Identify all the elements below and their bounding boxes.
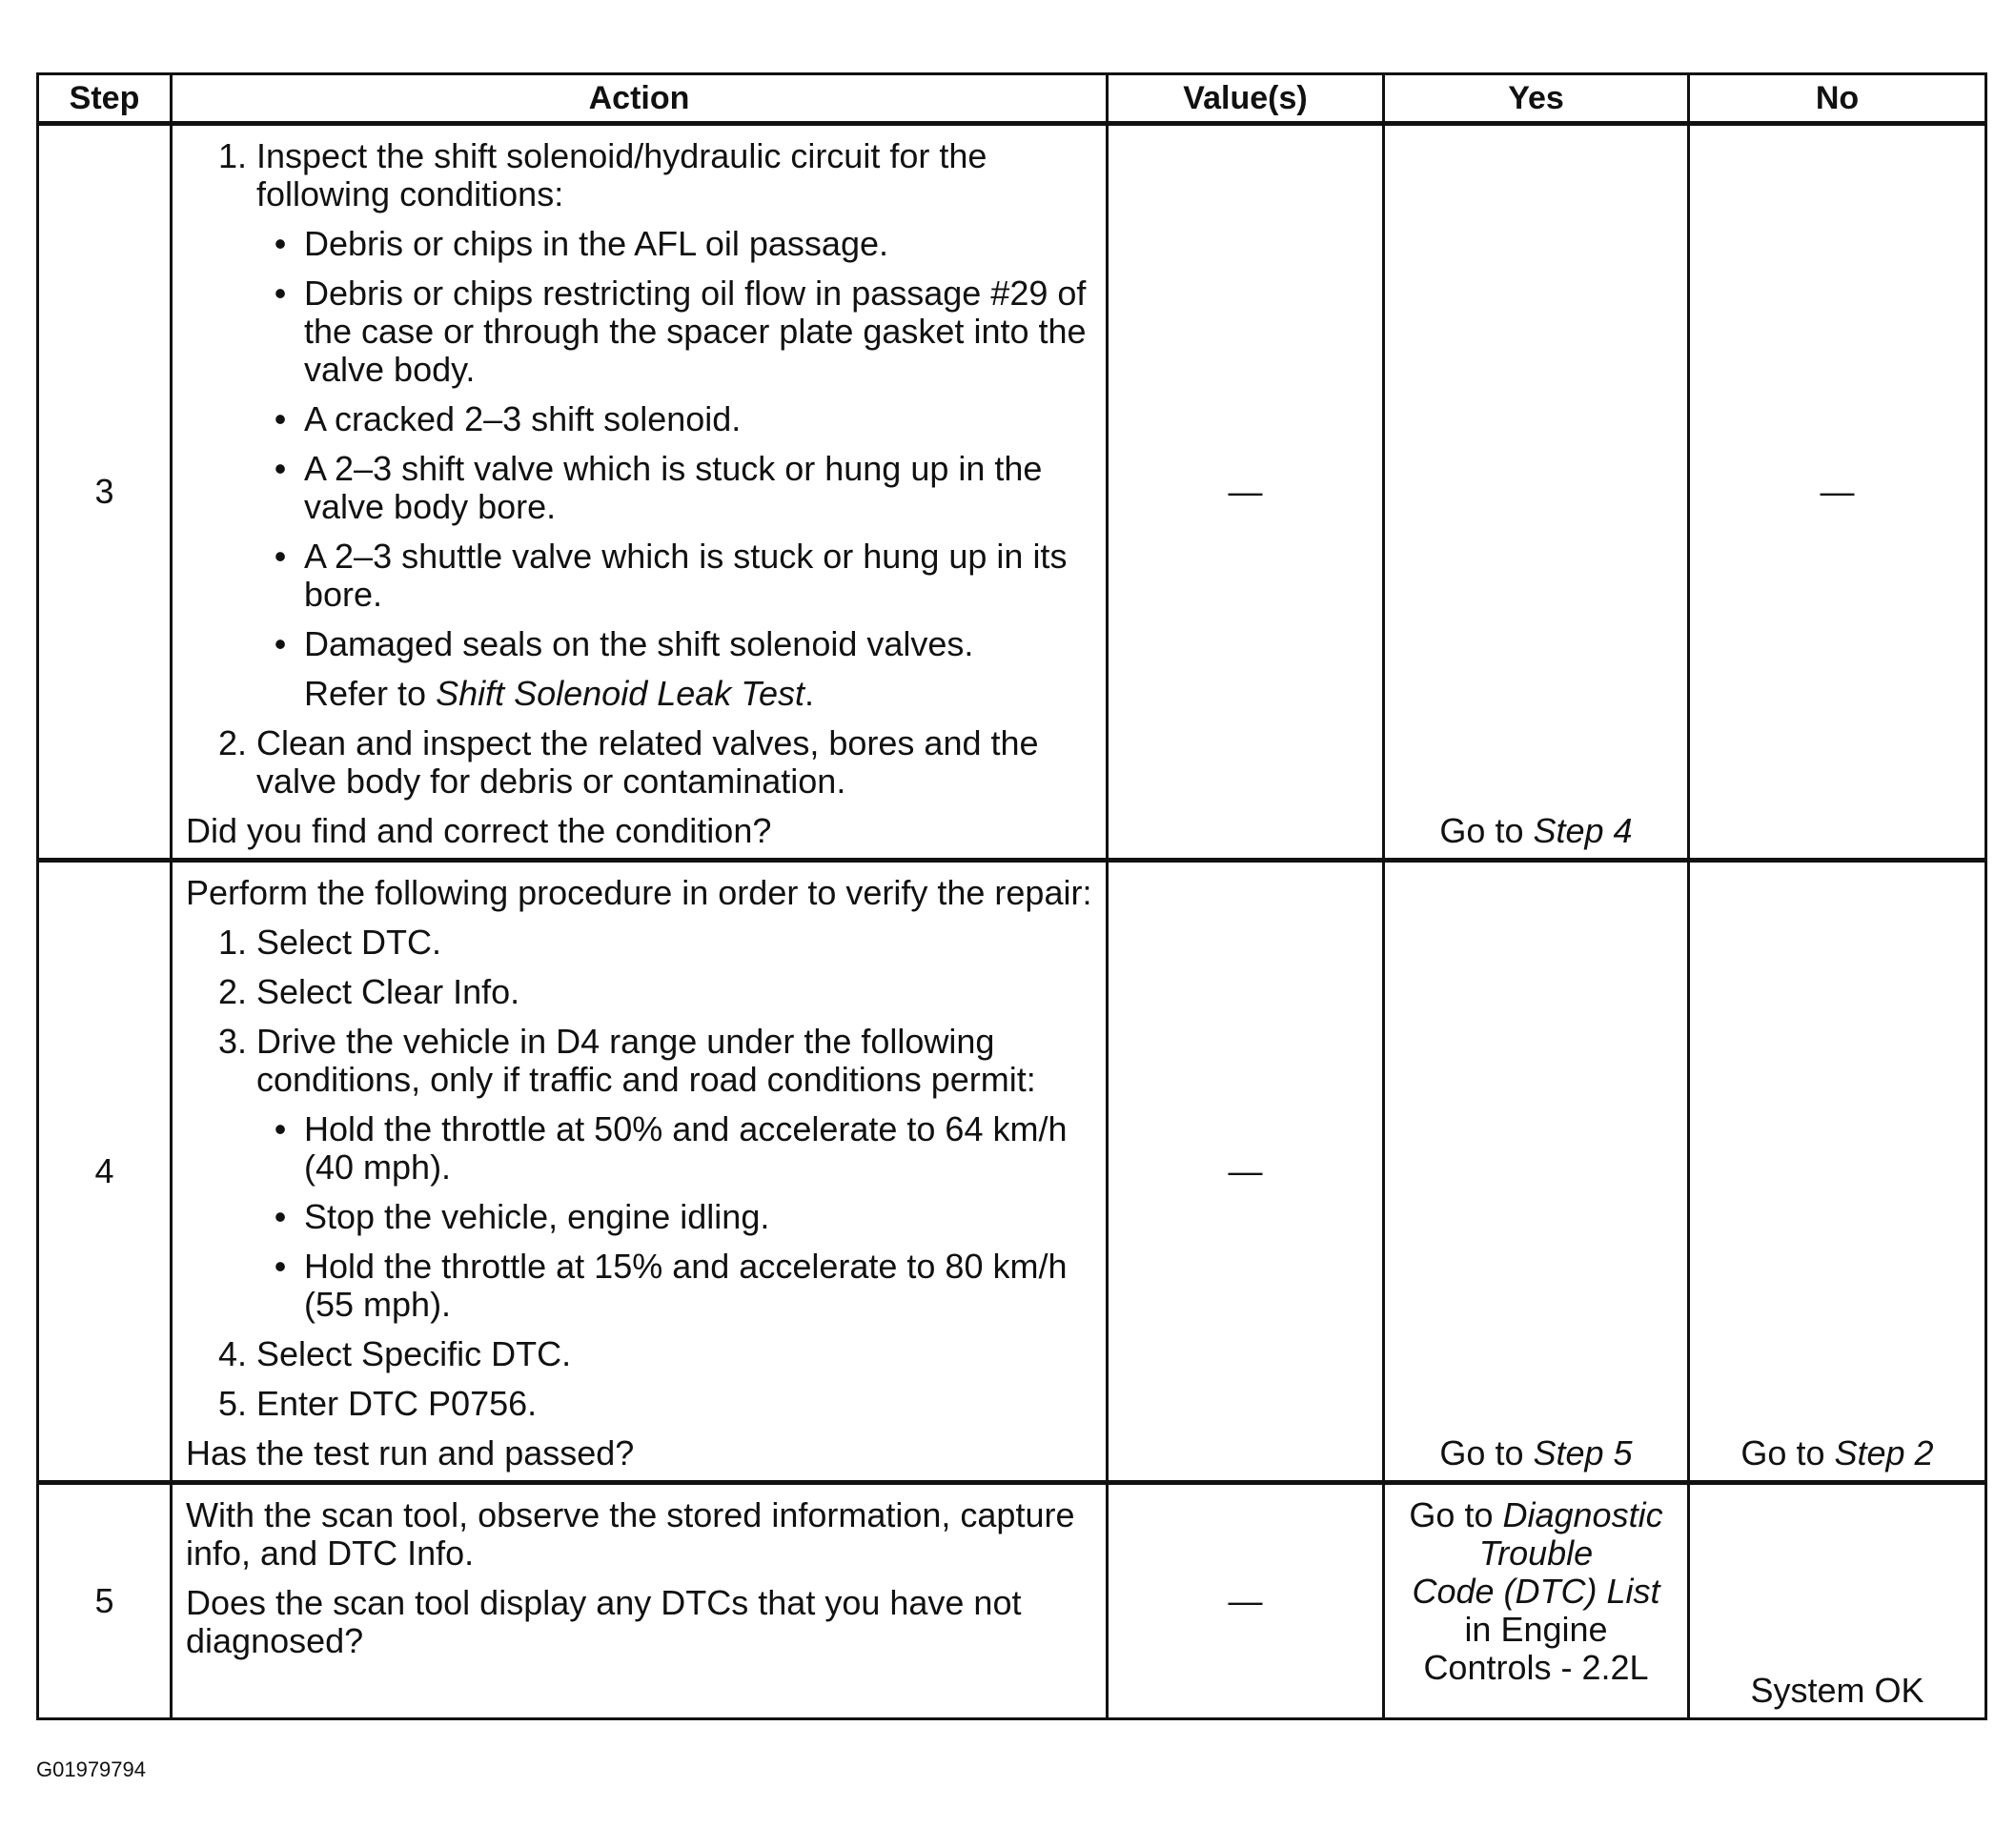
- action-intro: With the scan tool, observe the stored information, capture info, and DTC Info.: [186, 1495, 1075, 1573]
- header-yes: Yes: [1384, 74, 1689, 124]
- refer-prefix: Refer to: [304, 674, 437, 713]
- no-prefix: Go to: [1740, 1433, 1835, 1472]
- yes-prefix: Go to: [1439, 1433, 1534, 1472]
- step-item-text: Drive the vehicle in D4 range under the following conditions, only if traffic and road conditions permit:: [256, 1022, 1036, 1099]
- bullet-text: Debris or chips in the AFL oil passage.: [304, 224, 888, 263]
- bullet-icon: •: [274, 624, 287, 663]
- action-step: [186, 137, 1092, 713]
- action-steps-list: [186, 924, 1092, 1423]
- value-cell: [1108, 861, 1384, 1483]
- yes-step-link[interactable]: Step 4: [1533, 811, 1633, 850]
- diagnostic-table: [36, 72, 1987, 1720]
- action-question: Did you find and correct the condition?: [186, 811, 772, 850]
- bullet-text: Hold the throttle at 50% and accelerate to 64 km/h (40 mph).: [304, 1109, 1068, 1187]
- yes-suffix-line-1: in Engine: [1464, 1610, 1608, 1649]
- action-cell: [172, 124, 1108, 861]
- step-item-text: Enter DTC P0756.: [256, 1384, 538, 1423]
- bullet-text: A cracked 2–3 shift solenoid.: [304, 399, 742, 438]
- step-item-number: 4.: [217, 1334, 247, 1373]
- value-cell: [1108, 124, 1384, 861]
- header-step: Step: [38, 74, 172, 124]
- bullet-icon: •: [274, 1197, 287, 1236]
- list-item: [256, 225, 1092, 263]
- step-item-number: 5.: [217, 1384, 247, 1423]
- step-number: 3: [38, 124, 172, 861]
- step-item-text: Select Specific DTC.: [256, 1334, 572, 1373]
- step-item-text: Inspect the shift solenoid/hydraulic circuit for the following conditions:: [256, 136, 987, 213]
- value-dash: —: [1228, 472, 1263, 511]
- action-question: Does the scan tool display any DTCs that you have not diagnosed?: [186, 1583, 1022, 1660]
- action-step: [186, 724, 1092, 801]
- bullet-text: A 2–3 shuttle valve which is stuck or hung up in its bore.: [304, 537, 1068, 614]
- yes-doc-link-line-2[interactable]: Trouble: [1478, 1533, 1594, 1573]
- step-item-body: [256, 724, 1092, 801]
- list-item: [256, 1198, 1092, 1236]
- yes-cell: [1384, 124, 1689, 861]
- step-item-text: Select DTC.: [256, 923, 442, 962]
- step-item-body: [256, 1023, 1092, 1324]
- action-step: [186, 1385, 1092, 1423]
- header-row: [38, 74, 1986, 124]
- step-item-number: 2.: [217, 723, 247, 762]
- bullet-text: Debris or chips restricting oil flow in passage #29 of the case or through the spacer plate gasket into the valve body.: [304, 274, 1087, 389]
- yes-prefix: Go to: [1409, 1495, 1503, 1534]
- yes-suffix-line-2: Controls - 2.2L: [1423, 1648, 1649, 1687]
- no-result: System OK: [1750, 1671, 1924, 1710]
- bullet-text: Damaged seals on the shift solenoid valves.: [304, 624, 974, 663]
- refer-suffix: .: [804, 674, 815, 713]
- step-item-text: Clean and inspect the related valves, bores and the valve body for debris or contamination.: [256, 723, 1039, 801]
- yes-doc-link-line-3[interactable]: Code (DTC) List: [1412, 1572, 1660, 1611]
- step-item-number: 1.: [217, 136, 247, 175]
- bullet-icon: •: [274, 537, 287, 576]
- step-item-text: Select Clear Info.: [256, 972, 520, 1011]
- list-item: [256, 400, 1092, 438]
- no-dash: —: [1820, 472, 1855, 511]
- step-number: 4: [38, 861, 172, 1483]
- yes-cell: [1384, 1483, 1689, 1719]
- conditions-list: [256, 1110, 1092, 1324]
- list-item: [256, 450, 1092, 526]
- bullet-icon: •: [274, 1109, 287, 1148]
- table-row-step-3: [38, 124, 1986, 861]
- action-step: [186, 973, 1092, 1011]
- action-question: Has the test run and passed?: [186, 1433, 635, 1472]
- value-dash: —: [1228, 1151, 1263, 1190]
- action-cell: [172, 1483, 1108, 1719]
- list-item: [256, 538, 1092, 614]
- no-step-link[interactable]: Step 2: [1834, 1433, 1934, 1472]
- action-step: [186, 1335, 1092, 1373]
- bullet-text: Hold the throttle at 15% and accelerate to 80 km/h (55 mph).: [304, 1247, 1068, 1324]
- action-cell: [172, 861, 1108, 1483]
- yes-doc-link-line-1[interactable]: Diagnostic: [1502, 1495, 1663, 1534]
- header-action: Action: [172, 74, 1108, 124]
- step-item-number: 3.: [217, 1022, 247, 1061]
- value-cell: [1108, 1483, 1384, 1719]
- table-row-step-4: [38, 861, 1986, 1483]
- bullet-icon: •: [274, 274, 287, 313]
- step-item-number: 2.: [217, 972, 247, 1011]
- refer-link[interactable]: Shift Solenoid Leak Test: [436, 674, 804, 713]
- list-item: [256, 1248, 1092, 1324]
- bullet-text: A 2–3 shift valve which is stuck or hung up in the valve body bore.: [304, 449, 1043, 526]
- table-row-step-5: [38, 1483, 1986, 1719]
- yes-step-link[interactable]: Step 5: [1533, 1433, 1633, 1472]
- conditions-list: [256, 225, 1092, 663]
- yes-prefix: Go to: [1439, 811, 1534, 850]
- figure-code: G01979794: [36, 1757, 146, 1781]
- action-step: [186, 924, 1092, 962]
- list-item: [256, 274, 1092, 389]
- yes-reference: [1409, 1496, 1662, 1687]
- bullet-icon: •: [274, 1247, 287, 1286]
- header-values: Value(s): [1108, 74, 1384, 124]
- action-steps-list: [186, 137, 1092, 801]
- step-item-number: 1.: [217, 923, 247, 962]
- no-cell: [1689, 1483, 1986, 1719]
- list-item: [256, 1110, 1092, 1187]
- value-dash: —: [1228, 1581, 1263, 1620]
- bullet-icon: •: [274, 224, 287, 263]
- no-cell: [1689, 861, 1986, 1483]
- bullet-text: Stop the vehicle, engine idling.: [304, 1197, 770, 1236]
- step-item-body: [256, 137, 1092, 713]
- no-cell: [1689, 124, 1986, 861]
- step-number: 5: [38, 1483, 172, 1719]
- action-intro: Perform the following procedure in order to verify the repair:: [186, 873, 1092, 912]
- bullet-icon: •: [274, 449, 287, 488]
- bullet-icon: •: [274, 399, 287, 438]
- list-item: [256, 625, 1092, 663]
- header-no: No: [1689, 74, 1986, 124]
- action-step: [186, 1023, 1092, 1324]
- yes-cell: [1384, 861, 1689, 1483]
- refer-line: [256, 675, 1092, 713]
